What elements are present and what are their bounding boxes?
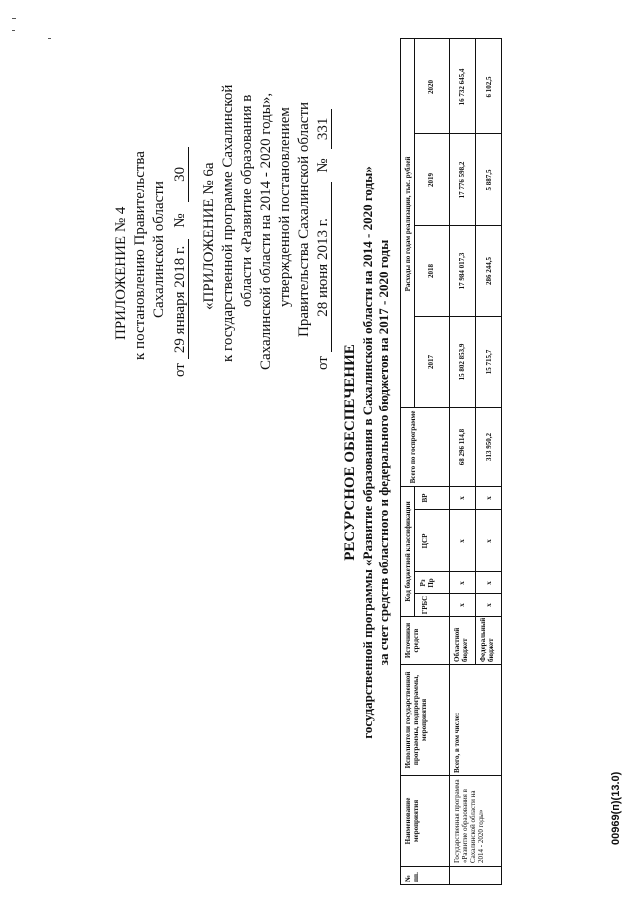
- row1-2017: 15 802 853,9: [458, 343, 466, 381]
- resolution-date: 29 января 2018 г.: [173, 239, 189, 359]
- appendix-number: ПРИЛОЖЕНИЕ № 4: [113, 206, 129, 340]
- appendix-6a-number: 331: [316, 109, 332, 149]
- row2-2018: 286 244,5: [485, 257, 493, 285]
- scan-mark: [48, 38, 51, 39]
- row1-2019: 17 776 598,2: [458, 161, 466, 199]
- table-col-line: [414, 316, 501, 317]
- header-2020: 2020: [427, 80, 435, 94]
- row2-source: Федеральный бюджет: [479, 618, 495, 662]
- table-rule: [449, 776, 450, 884]
- header-name: Наименование мероприятия: [404, 797, 420, 845]
- table-col-line: [401, 616, 501, 617]
- header-total: Всего по госпрограмме: [409, 410, 417, 484]
- row2-vr: x: [485, 496, 493, 500]
- row1-csr: x: [458, 539, 466, 543]
- appendix-6a-line2: области «Развитие образования в: [239, 94, 255, 307]
- row1-grbs: x: [458, 603, 466, 607]
- header-2018: 2018: [427, 264, 435, 278]
- scan-mark: [12, 18, 16, 19]
- appendix-6a-line4: утвержденной постановлением: [277, 107, 293, 307]
- date-prefix: от: [172, 363, 188, 377]
- table-col-line: [414, 571, 501, 572]
- header-num: № пп.: [404, 872, 420, 882]
- appendix-6a-date-line: [314, 109, 333, 370]
- header-executors: Исполнители государственной программы, подпрограммы, мероприятия: [404, 671, 428, 769]
- table-col-line: [401, 775, 501, 776]
- resolution-date-line: [171, 147, 190, 377]
- resource-table: [400, 38, 502, 885]
- number-prefix: №: [315, 158, 331, 173]
- appendix-6a-line3: Сахалинской области на 2014 - 2020 годы»,: [258, 92, 274, 370]
- row1-total: 68 296 114,8: [458, 428, 466, 466]
- appendix-6a-title: «ПРИЛОЖЕНИЕ № 6а: [201, 162, 217, 310]
- region-line: Сахалинской области: [151, 181, 167, 318]
- document-subtitle-1: государственной программы «Развитие образования в Сахалинской области на 2014 - 2020 годы»: [360, 166, 375, 739]
- number-prefix: №: [172, 213, 188, 228]
- row1-source: Областной бюджет: [453, 627, 469, 662]
- header-budget-code: Код бюджетной классификации: [404, 501, 412, 602]
- header-csr: ЦСР: [421, 533, 429, 549]
- row1-2020: 16 732 645,4: [458, 68, 466, 106]
- executor-total: Всего, в том числе:: [453, 712, 461, 773]
- row2-2019: 5 887,5: [485, 169, 493, 191]
- header-vr: ВР: [421, 493, 429, 503]
- program-name: Государственная программа «Развитие образования в Сахалинской области на 2014 - 2020 годы»: [453, 779, 485, 863]
- header-sources: Источники средств: [404, 622, 420, 659]
- resolution-number: 30: [173, 147, 189, 202]
- row2-2017: 15 715,7: [485, 349, 493, 375]
- row2-total: 313 950,2: [485, 433, 493, 461]
- table-col-line: [401, 866, 501, 867]
- table-col-line: [414, 225, 501, 226]
- row2-grbs: x: [485, 603, 493, 607]
- table-col-line: [414, 593, 501, 594]
- header-grbs: ГРБС: [421, 595, 429, 615]
- date-prefix: от: [315, 356, 331, 370]
- table-header-bottom: [449, 39, 450, 884]
- table-col-line: [414, 133, 501, 134]
- row1-vr: x: [458, 496, 466, 500]
- header-expenses: Расходы по годам реализации, тыс. рублей: [404, 156, 412, 292]
- document-title: РЕСУРСНОЕ ОБЕСПЕЧЕНИЕ: [342, 344, 358, 561]
- table-col-line: [401, 664, 501, 665]
- appendix-6a-date: 28 июня 2013 г.: [316, 182, 332, 352]
- footer-code: 00969(п)(13.0): [610, 771, 622, 845]
- row2-2020: 6 102,5: [485, 76, 493, 98]
- resolution-line: к постановлению Правительства: [132, 151, 148, 360]
- header-2019: 2019: [427, 173, 435, 187]
- budget-code-divider: [414, 487, 415, 617]
- scan-mark: [12, 30, 15, 31]
- header-rzpr: Рз Пр: [419, 578, 435, 588]
- expenses-divider: [414, 39, 415, 408]
- appendix-6a-line5: Правительства Сахалинской области: [296, 101, 312, 337]
- document-subtitle-2: за счет средств областного и федерального бюджетов на 2017 - 2020 годы: [376, 239, 391, 666]
- row1-2018: 17 984 017,3: [458, 252, 466, 290]
- appendix-6a-line1: к государственной программе Сахалинской: [220, 84, 236, 362]
- table-col-line: [401, 486, 501, 487]
- table-col-line: [414, 509, 501, 510]
- table-col-line: [401, 407, 501, 408]
- row2-rzpr: x: [485, 581, 493, 585]
- row1-rzpr: x: [458, 581, 466, 585]
- header-2017: 2017: [427, 355, 435, 369]
- row2-csr: x: [485, 539, 493, 543]
